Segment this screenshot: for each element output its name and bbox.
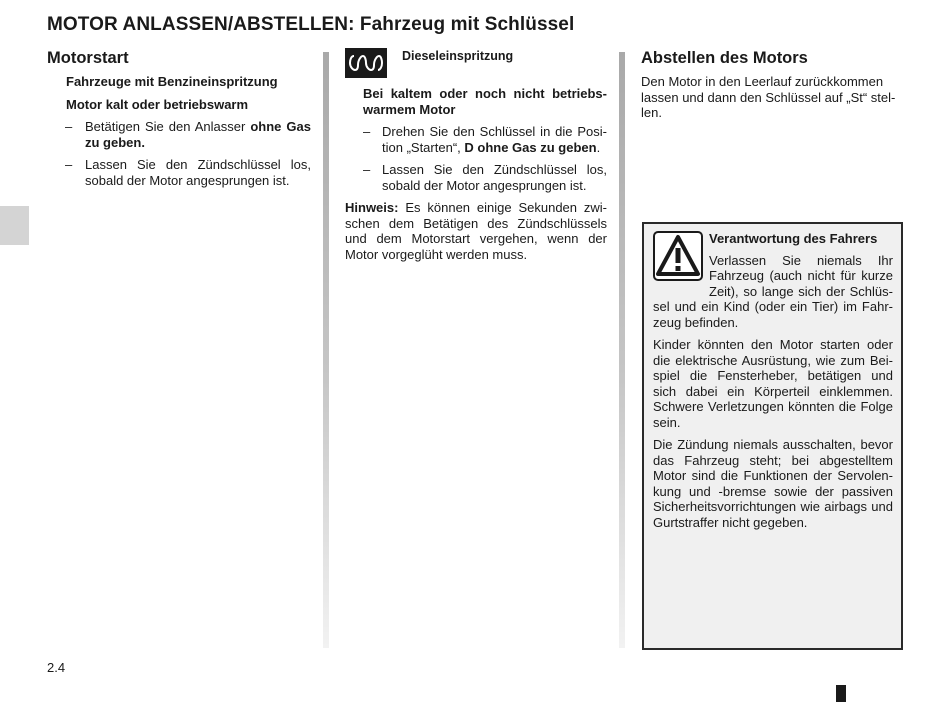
diesel-subheading: Bei kaltem oder noch nicht betriebswarmem Motor (363, 86, 607, 117)
list-item-text-end: . (596, 139, 601, 155)
column-divider (323, 52, 329, 648)
dash-bullet: – (363, 124, 371, 139)
note-text: Es können einige Sekunden zwischen dem Betätigen des Zündschlüssels und dem Motorstart vergehen, wenn der Motor vorgeglüht werden muss. (345, 200, 607, 262)
abstellen-text: Den Motor in den Leerlauf zurückkommen lassen und dann den Schlüssel auf „St“ stellen. (641, 74, 896, 120)
list-item (345, 162, 607, 193)
list-item-text: Lassen Sie den Zündschlüssel los, sobald der Motor angesprungen ist. (85, 157, 311, 188)
chapter-side-tab (0, 206, 29, 245)
list-item (47, 119, 311, 150)
diesel-label: Dieseleinspritzung (402, 49, 514, 63)
list-item-emphasis: ohne Gas zu geben. (85, 119, 311, 150)
list-item-text: Betätigen Sie den Anlasser (85, 119, 251, 134)
page-corner-mark (836, 685, 846, 702)
driver-responsibility-warning (642, 222, 903, 650)
warning-triangle-icon (653, 231, 703, 281)
dash-bullet: – (363, 162, 371, 177)
motorstart-column (47, 48, 311, 195)
dash-bullet: – (65, 157, 73, 172)
list-item (47, 157, 311, 188)
warning-paragraph: Die Zündung niemals ausschalten, bevor das Fahrzeug steht; bei abgestelltem Motor sind die Funktionen der Servolenkung und -bremse sowie der passiven Sicherheitsvorrichtungen wie airbags und Gurtstraffer nicht gegeben. (653, 437, 893, 530)
diesel-note (345, 200, 607, 262)
petrol-subheading: Fahrzeuge mit Benzineinspritzung (66, 74, 278, 89)
diesel-header (345, 48, 607, 80)
diesel-column (345, 48, 607, 269)
warning-heading: Verantwortung des Fahrers (709, 231, 878, 246)
warning-paragraph: Verlassen Sie niemals Ihr Fahrzeug (auch nicht für kurze Zeit), so lange sich der Schlüssel und ein Kind (oder ein Tier) im Fahrzeug befinden. (653, 252, 893, 330)
abstellen-heading: Abstellen des Motors (641, 49, 808, 67)
warning-paragraph: Kinder könnten den Motor starten oder die elektrische Ausrüstung, wie zum Beispiel die Fensterheber, betätigen und sich dabei ein Körperteil einklemmen. Schwere Verletzungen könnten die Folge sein. (653, 337, 893, 430)
list-item (345, 124, 607, 155)
dash-bullet: – (65, 119, 73, 134)
note-label: Hinweis: (345, 200, 399, 215)
warning-content (653, 231, 893, 537)
glow-plug-icon (345, 48, 387, 78)
list-item-text: Drehen Sie den Schlüssel in die Position „Starten“, (382, 124, 607, 155)
engine-state-subheading: Motor kalt oder betriebswarm (66, 96, 249, 112)
page-number: 2.4 (47, 660, 66, 675)
list-item-text: Lassen Sie den Zündschlüssel los, sobald der Motor angesprungen ist. (382, 162, 607, 193)
page-title: MOTOR ANLASSEN/ABSTELLEN: Fahrzeug mit Schlüssel (47, 14, 575, 35)
motorstart-heading: Motorstart (47, 49, 129, 67)
list-item-emphasis: D ohne Gas zu geben (464, 139, 597, 155)
column-divider (619, 52, 625, 648)
abstellen-column (641, 48, 904, 128)
